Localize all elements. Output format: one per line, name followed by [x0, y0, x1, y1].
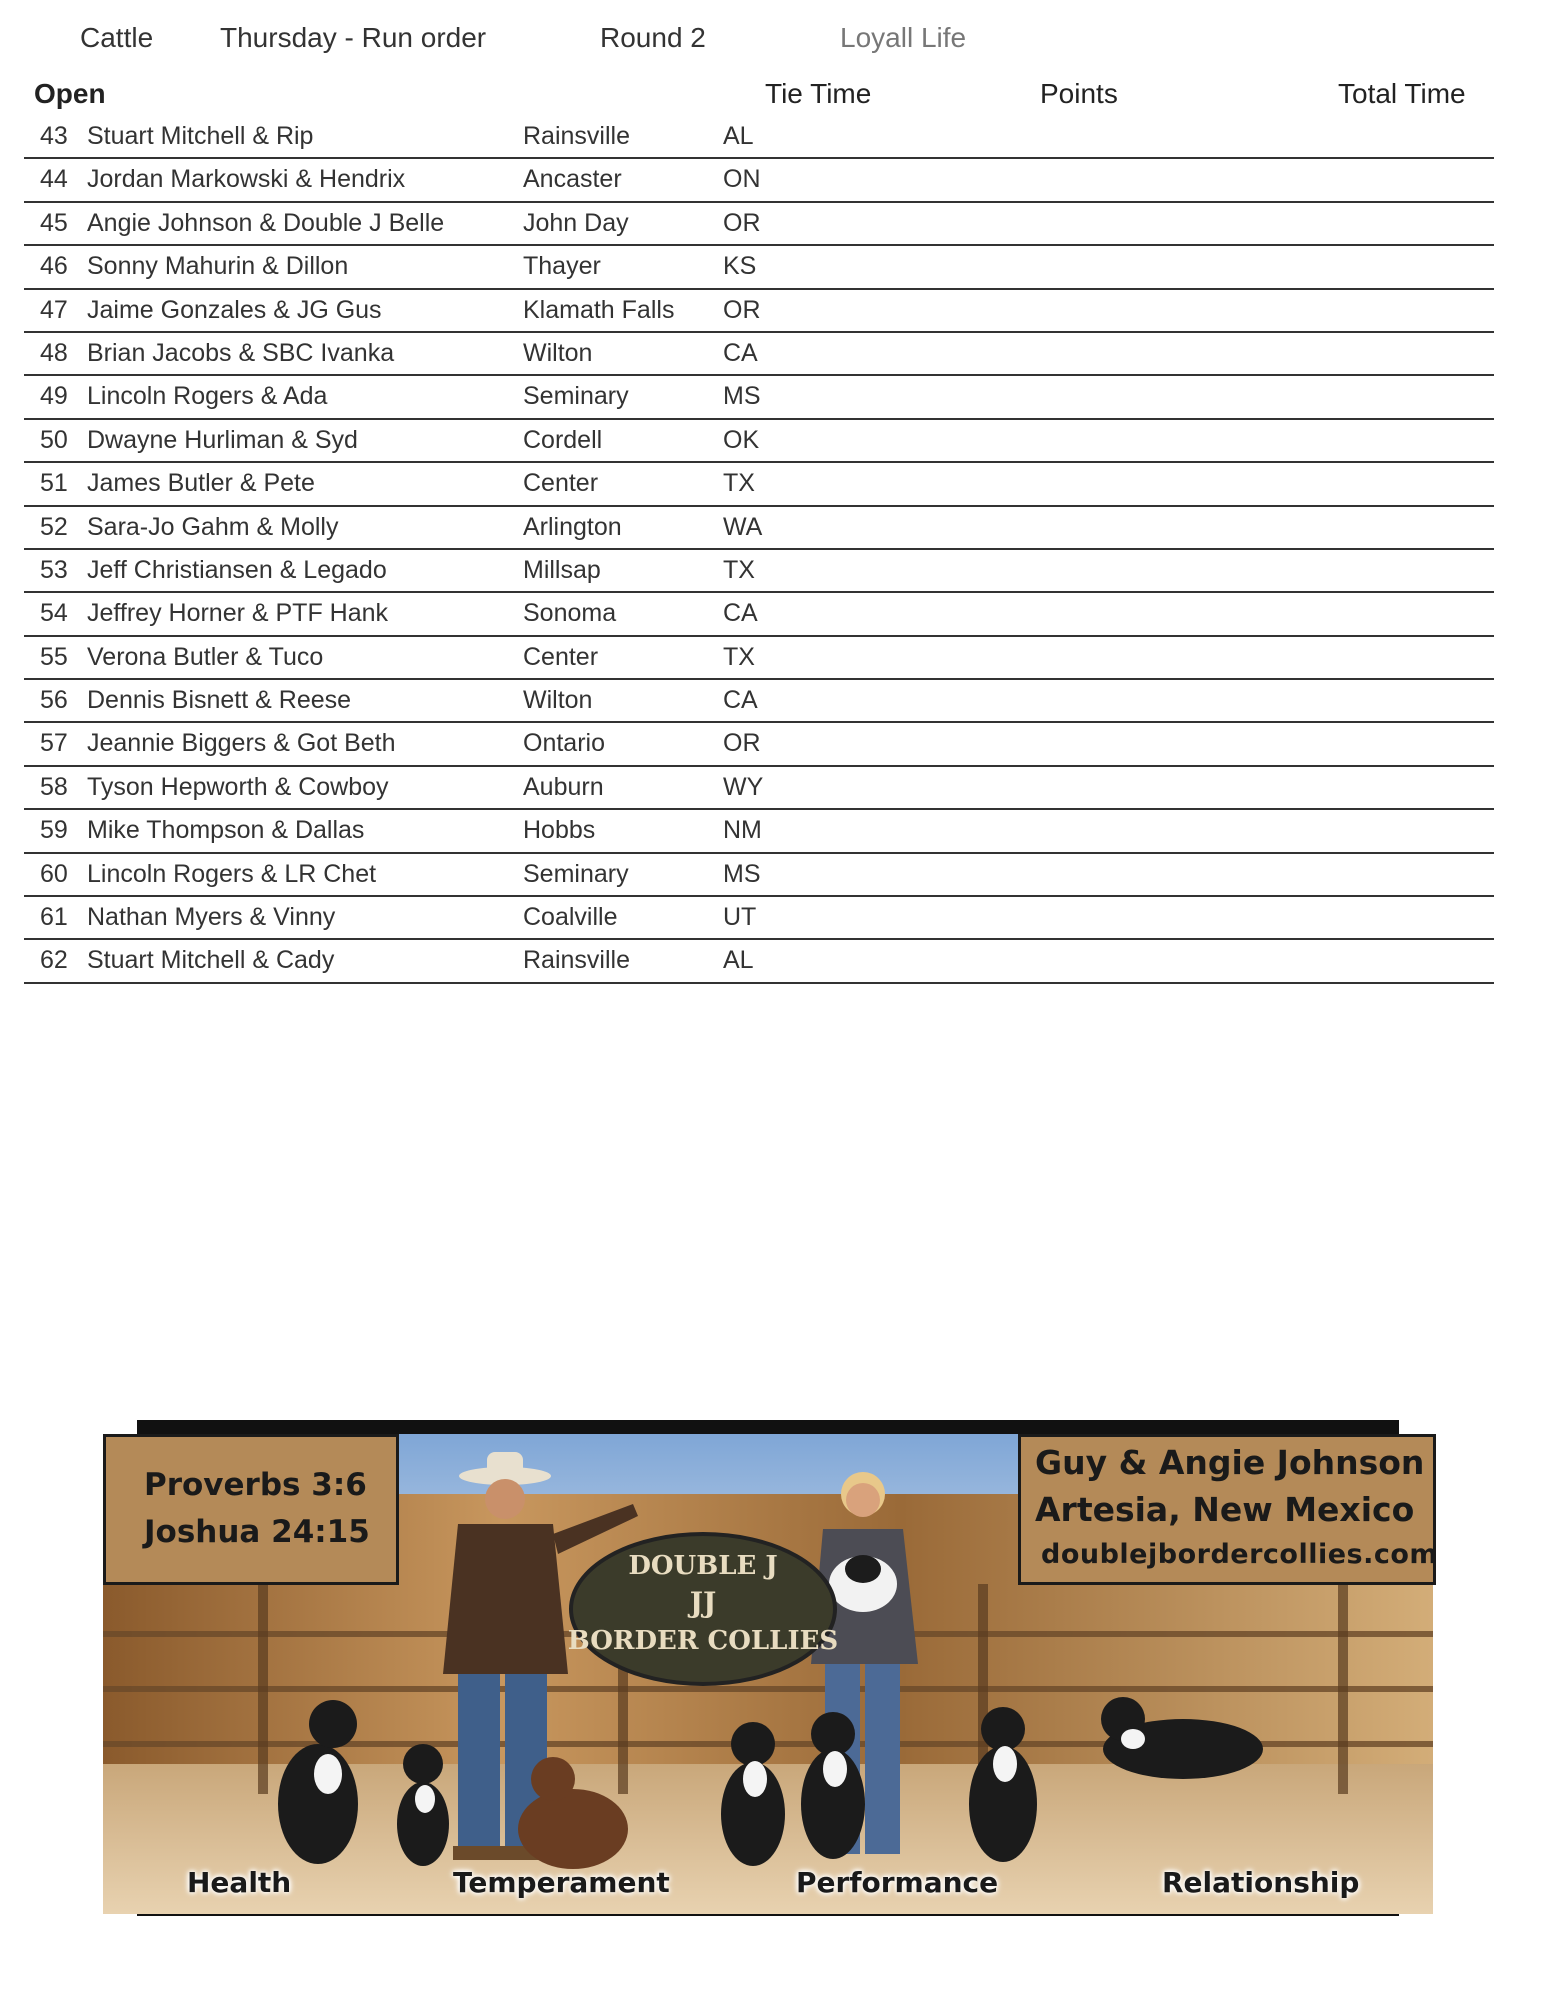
handler-dog-name: Stuart Mitchell & Cady — [87, 946, 335, 975]
tie-time-heading: Tie Time — [765, 78, 872, 109]
run-number: 59 — [40, 816, 68, 845]
run-order-table — [24, 116, 1510, 984]
state: CA — [723, 686, 758, 715]
city: Seminary — [523, 859, 629, 888]
city: Cordell — [523, 425, 603, 454]
table-row — [24, 767, 1494, 810]
state: OK — [723, 425, 760, 454]
city: Seminary — [523, 382, 629, 411]
class-heading: Open — [34, 78, 106, 109]
city: Sonoma — [523, 599, 617, 628]
run-number: 44 — [40, 165, 68, 194]
run-number: 47 — [40, 295, 68, 324]
state: AL — [723, 122, 754, 150]
state: MS — [723, 382, 761, 411]
handler-dog-name: Sara-Jo Gahm & Molly — [87, 512, 339, 541]
table-row — [24, 550, 1494, 593]
run-number: 58 — [40, 772, 68, 801]
state: NM — [723, 816, 762, 845]
table-row — [24, 637, 1494, 680]
points-heading: Points — [1040, 78, 1118, 109]
run-number: 46 — [40, 252, 68, 281]
handler-dog-name: Verona Butler & Tuco — [87, 642, 324, 671]
run-number: 55 — [40, 642, 68, 671]
run-number: 60 — [40, 859, 68, 888]
location: Artesia, New Mexico — [1035, 1490, 1415, 1529]
table-row — [24, 463, 1494, 506]
value-temperament: Temperament — [453, 1866, 670, 1899]
city: Rainsville — [523, 946, 630, 975]
sign-line-2: JJ — [689, 1586, 717, 1619]
table-row — [24, 810, 1494, 853]
contact-box — [1018, 1434, 1439, 1585]
city: John Day — [523, 208, 629, 237]
city: Coalville — [523, 903, 618, 932]
run-number: 45 — [40, 208, 68, 237]
handler-dog-name: Dennis Bisnett & Reese — [87, 686, 352, 715]
sponsor-label: Loyall Life — [840, 22, 967, 53]
handler-dog-name: Sonny Mahurin & Dillon — [87, 252, 349, 281]
bible-verse-box — [103, 1434, 399, 1585]
run-number: 53 — [40, 555, 68, 584]
total-time-heading: Total Time — [1338, 78, 1466, 109]
day-label: Thursday - Run order — [220, 22, 487, 53]
verse-1: Proverbs 3:6 — [144, 1467, 367, 1503]
table-row — [24, 203, 1494, 246]
city: Hobbs — [523, 816, 596, 845]
run-number: 48 — [40, 338, 68, 367]
state: WY — [723, 772, 764, 801]
handler-dog-name: Nathan Myers & Vinny — [87, 903, 336, 932]
city: Wilton — [523, 686, 593, 715]
handler-dog-name: Stuart Mitchell & Rip — [87, 122, 314, 150]
handler-dog-name: Jordan Markowski & Hendrix — [87, 165, 406, 194]
table-row — [24, 246, 1494, 289]
page-header — [0, 22, 1545, 62]
state: MS — [723, 859, 761, 888]
city: Wilton — [523, 338, 593, 367]
city: Klamath Falls — [523, 295, 675, 324]
table-row — [24, 897, 1494, 940]
value-health: Health — [187, 1866, 292, 1899]
state: KS — [723, 252, 757, 281]
handler-dog-name: Lincoln Rogers & LR Chet — [87, 859, 377, 888]
state: OR — [723, 208, 761, 237]
table-row — [24, 333, 1494, 376]
state: OR — [723, 729, 761, 758]
owner-names: Guy & Angie Johnson — [1035, 1443, 1425, 1482]
state: CA — [723, 338, 758, 367]
run-number: 54 — [40, 599, 68, 628]
city: Center — [523, 642, 599, 671]
run-number: 49 — [40, 382, 68, 411]
city: Ontario — [523, 729, 605, 758]
value-relationship: Relationship — [1162, 1866, 1360, 1899]
handler-dog-name: Jaime Gonzales & JG Gus — [87, 295, 382, 324]
table-row — [24, 680, 1494, 723]
city: Millsap — [523, 555, 601, 584]
run-number: 56 — [40, 686, 68, 715]
run-number: 51 — [40, 469, 68, 498]
state: WA — [723, 512, 763, 541]
run-number: 43 — [40, 122, 68, 150]
city: Center — [523, 469, 599, 498]
city: Thayer — [523, 252, 601, 281]
run-number: 61 — [40, 903, 68, 932]
state: UT — [723, 903, 757, 932]
run-number: 52 — [40, 512, 68, 541]
column-header — [0, 78, 1545, 114]
advertisement-banner — [103, 1420, 1439, 1916]
table-row — [24, 376, 1494, 419]
table-row — [24, 159, 1494, 202]
value-performance: Performance — [796, 1866, 999, 1899]
state: OR — [723, 295, 761, 324]
run-number: 57 — [40, 729, 68, 758]
run-number: 62 — [40, 946, 68, 975]
handler-dog-name: Mike Thompson & Dallas — [87, 816, 365, 845]
state: TX — [723, 642, 755, 671]
city: Rainsville — [523, 122, 630, 150]
table-row — [24, 854, 1494, 897]
round-label: Round 2 — [600, 22, 706, 53]
sign-line-1: DOUBLE J — [628, 1551, 778, 1581]
sport-label: Cattle — [80, 22, 154, 53]
state: TX — [723, 469, 755, 498]
handler-dog-name: Dwayne Hurliman & Syd — [87, 425, 358, 454]
table-row — [24, 290, 1494, 333]
handler-dog-name: Jeannie Biggers & Got Beth — [87, 729, 396, 758]
state: TX — [723, 555, 755, 584]
handler-dog-name: Jeff Christiansen & Legado — [87, 555, 387, 584]
handler-dog-name: Angie Johnson & Double J Belle — [87, 208, 445, 237]
verse-2: Joshua 24:15 — [144, 1514, 370, 1550]
handler-dog-name: Tyson Hepworth & Cowboy — [87, 772, 389, 801]
handler-dog-name: Brian Jacobs & SBC Ivanka — [87, 338, 395, 367]
handler-dog-name: James Butler & Pete — [87, 469, 315, 498]
table-row — [24, 420, 1494, 463]
table-row — [24, 940, 1494, 983]
state: CA — [723, 599, 758, 628]
city: Ancaster — [523, 165, 622, 194]
state: ON — [723, 165, 761, 194]
website: doublejbordercollies.com — [1041, 1539, 1439, 1570]
handler-dog-name: Jeffrey Horner & PTF Hank — [87, 599, 389, 628]
handler-dog-name: Lincoln Rogers & Ada — [87, 382, 328, 411]
city: Arlington — [523, 512, 622, 541]
table-row — [24, 116, 1494, 159]
sign-line-3: BORDER COLLIES — [567, 1626, 839, 1656]
table-row — [24, 507, 1494, 550]
city: Auburn — [523, 772, 604, 801]
table-row — [24, 593, 1494, 636]
run-number: 50 — [40, 425, 68, 454]
state: AL — [723, 946, 754, 975]
table-row — [24, 723, 1494, 766]
